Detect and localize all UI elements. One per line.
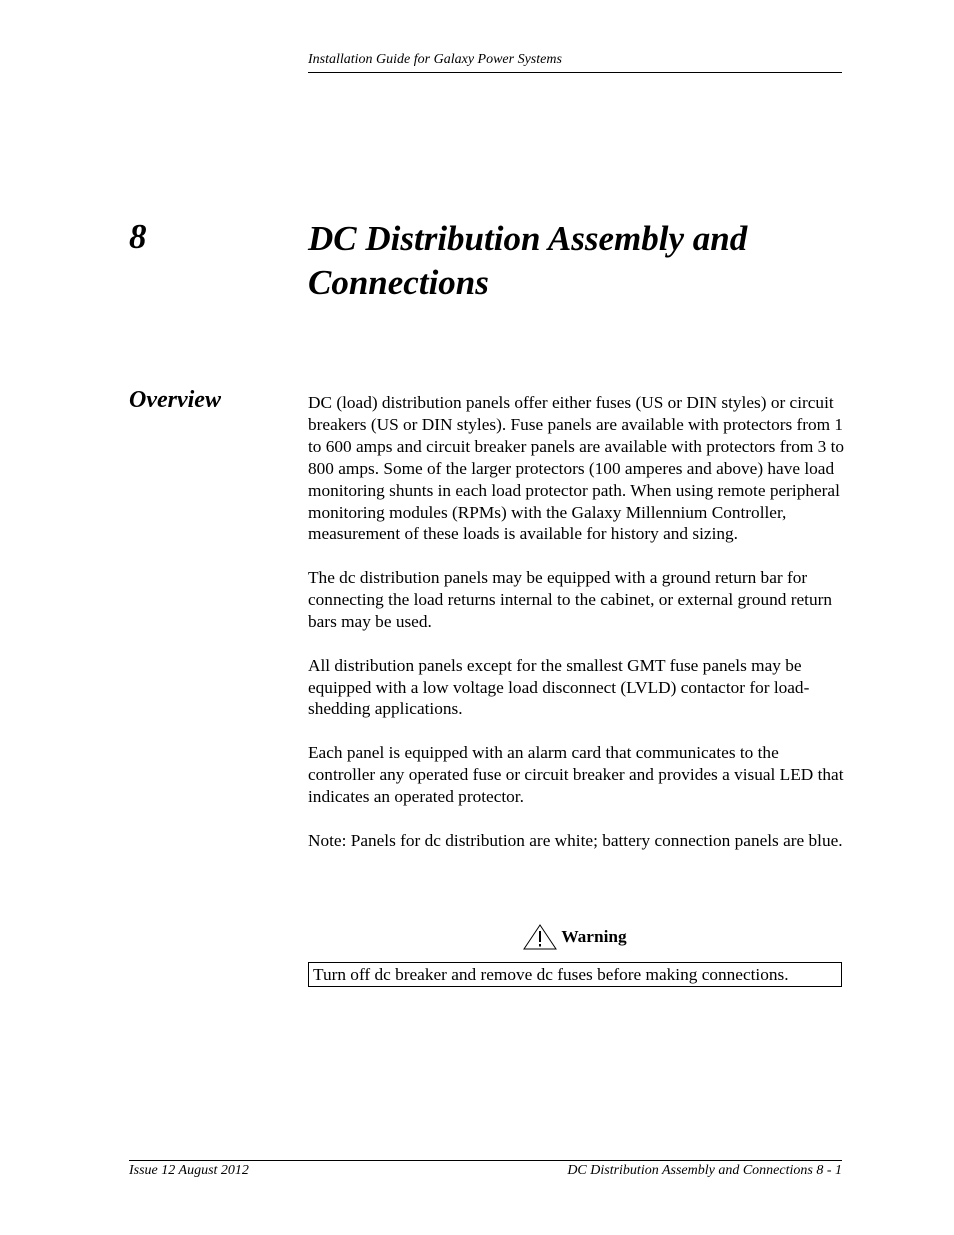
header-divider (308, 72, 842, 73)
section-body (308, 392, 844, 873)
note-paragraph: Note: Panels for dc distribution are white; battery connection panels are blue. (308, 830, 843, 850)
running-header: Installation Guide for Galaxy Power Systems (308, 52, 562, 67)
paragraph: All distribution panels except for the smallest GMT fuse panels may be equipped with a low voltage load disconnect (LVLD) contactor for load-shedding applications. (308, 655, 810, 719)
warning-triangle-icon (523, 924, 557, 950)
warning-heading (308, 924, 842, 950)
warning-message-box: Turn off dc breaker and remove dc fuses before making connections. (308, 962, 842, 987)
chapter-title: DC Distribution Assembly and Connections (308, 219, 748, 302)
chapter-number: 8 (129, 217, 147, 256)
warning-label: Warning (561, 927, 627, 946)
paragraph: Each panel is equipped with an alarm card that communicates to the controller any operated fuse or circuit breaker and provides a visual LED that indicates an operated protector. (308, 743, 844, 806)
footer-page-ref: DC Distribution Assembly and Connections 8 - 1 (567, 1163, 842, 1178)
footer-issue-date: Issue 12 August 2012 (129, 1163, 249, 1178)
footer-divider (129, 1160, 842, 1161)
section-heading: Overview (129, 387, 221, 413)
paragraph: DC (load) distribution panels offer either fuses (US or DIN styles) or circuit breakers (US or DIN styles). Fuse panels are available with protectors from 1 to 600 amps and circuit breaker panels are available with protectors from 3 to 800 amps. Some of the larger protectors (100 amperes and above) have load monitoring shunts in each load protector path. When using remote peripheral monitoring modules (RPMs) with the Galaxy Millennium Controller, measurement of these loads is available for history and sizing. (308, 393, 845, 544)
paragraph: The dc distribution panels may be equipped with a ground return bar for connecting the load returns internal to the cabinet, or external ground return bars may be used. (308, 568, 833, 631)
